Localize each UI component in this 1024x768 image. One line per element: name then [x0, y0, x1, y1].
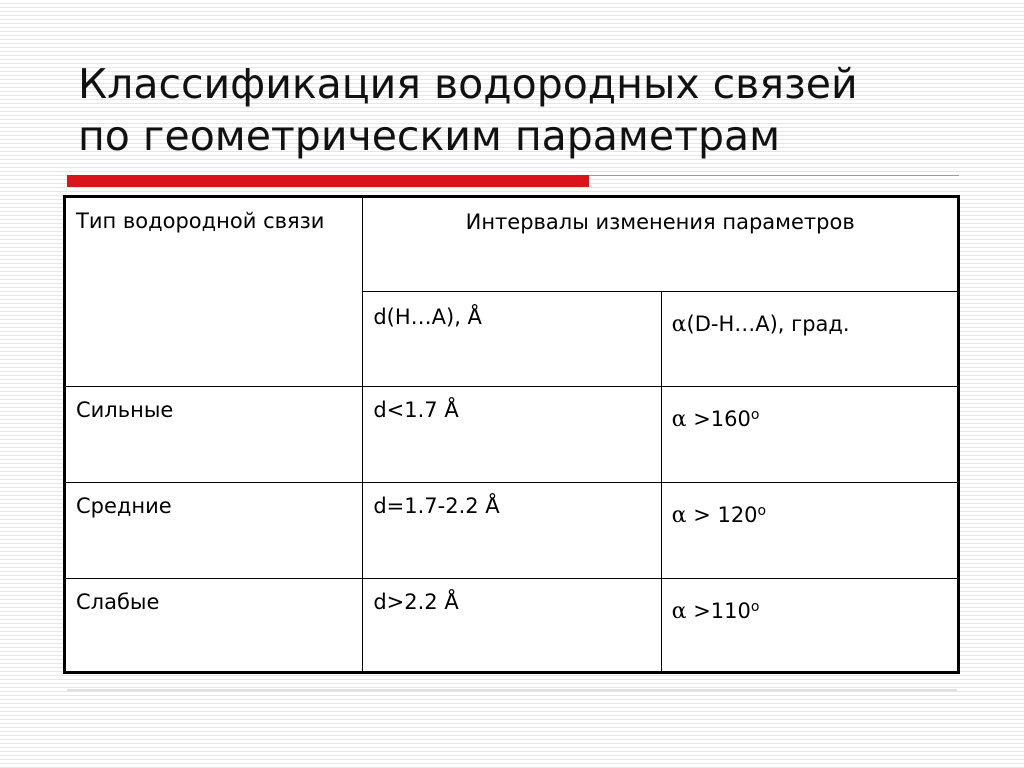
row-angle-value: > 120 — [686, 503, 758, 527]
header-angle-text: (D-H…A), град. — [686, 312, 850, 336]
row-type: Сильные — [65, 387, 363, 483]
alpha-symbol: α — [671, 599, 687, 624]
slide-title-line-2: по геометрическим параметрам — [78, 112, 781, 160]
degree-mark: o — [757, 503, 767, 519]
alpha-symbol: α — [671, 503, 687, 528]
slide-title — [78, 58, 978, 162]
row-angle — [661, 387, 958, 483]
header-distance: d(H…A), Å — [363, 292, 661, 387]
alpha-symbol: α — [671, 312, 687, 337]
footer-divider — [67, 689, 957, 691]
header-intervals: Интервалы изменения параметров — [363, 197, 959, 292]
row-angle-value: >110 — [686, 599, 751, 623]
row-type: Средние — [65, 483, 363, 579]
header-angle — [661, 292, 958, 387]
hydrogen-bond-table — [63, 195, 960, 674]
row-angle — [661, 579, 958, 673]
title-underline-gray — [589, 175, 959, 176]
alpha-symbol: α — [671, 407, 687, 432]
row-distance: d>2.2 Å — [363, 579, 661, 673]
row-distance: d<1.7 Å — [363, 387, 661, 483]
degree-mark: o — [750, 407, 760, 423]
row-angle — [661, 483, 958, 579]
row-distance: d=1.7-2.2 Å — [363, 483, 661, 579]
degree-mark: o — [750, 599, 760, 615]
header-bond-type: Тип водородной связи — [65, 197, 363, 387]
table-row — [65, 579, 959, 673]
title-underline-red — [67, 175, 589, 187]
slide-title-line-1: Классификация водородных связей — [78, 60, 858, 108]
row-angle-value: >160 — [686, 407, 751, 431]
table-row — [65, 387, 959, 483]
table-row — [65, 483, 959, 579]
row-type: Слабые — [65, 579, 363, 673]
